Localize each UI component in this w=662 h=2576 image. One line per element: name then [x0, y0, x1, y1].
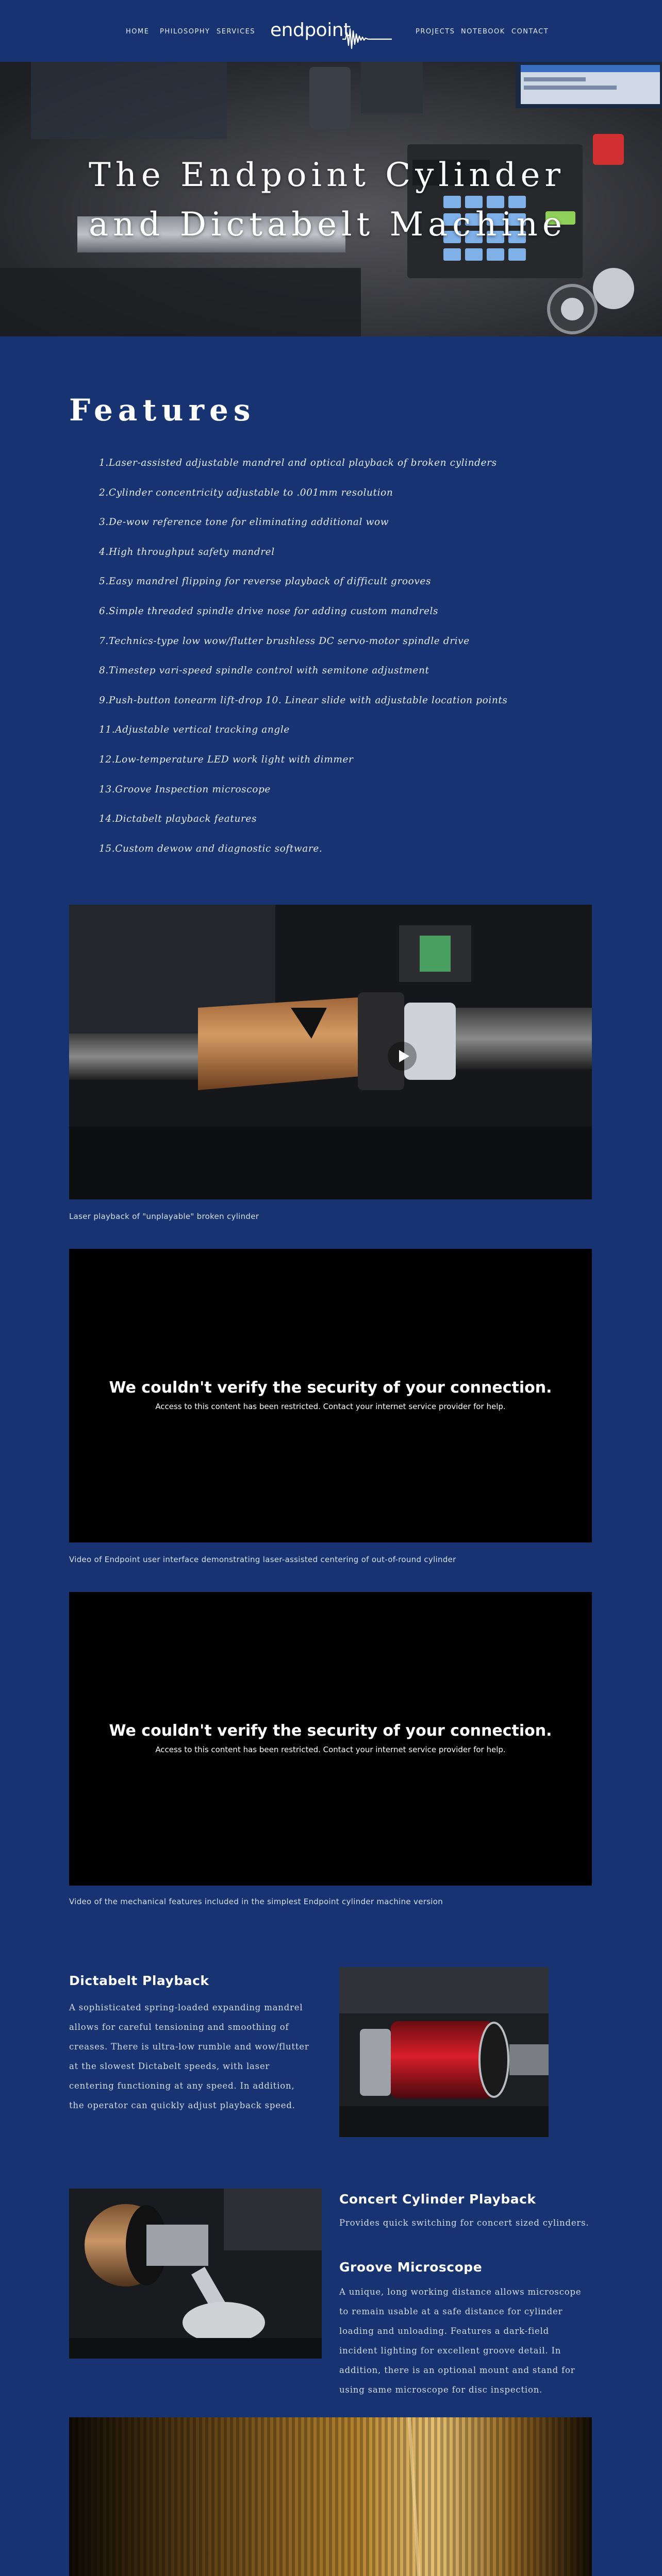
- video-error-title: We couldn't verify the security of your connection.: [109, 1379, 552, 1397]
- concert-cylinder-body: Provides quick switching for concert sized cylinders.: [339, 2218, 589, 2228]
- nav-link-contact[interactable]: CONTACT: [511, 28, 549, 36]
- top-nav: [0, 0, 662, 62]
- nav-link-home[interactable]: HOME: [126, 28, 150, 36]
- waveform-logo-icon: [270, 19, 392, 49]
- feature-item: 15.Custom dewow and diagnostic software.: [99, 843, 323, 854]
- dictabelt-title: Dictabelt Playback: [69, 1973, 209, 1988]
- video-error-message: [69, 1722, 592, 1754]
- feature-item: 1.Laser-assisted adjustable mandrel and optical playback of broken cylinders: [99, 457, 497, 468]
- feature-item: 13.Groove Inspection microscope: [99, 784, 271, 795]
- video-error-subtitle: Access to this content has been restricted. Contact your internet service provider for help.: [155, 1402, 506, 1411]
- nav-link-projects[interactable]: PROJECTS: [416, 28, 455, 36]
- ui-demo-caption: Video of Endpoint user interface demonstrating laser-assisted centering of out-of-round cylinder: [69, 1555, 456, 1564]
- feature-item: 5.Easy mandrel flipping for reverse playback of difficult grooves: [99, 576, 432, 587]
- video-error-title: We couldn't verify the security of your connection.: [109, 1722, 552, 1740]
- feature-item: 4.High throughput safety mandrel: [99, 546, 275, 557]
- feature-item: 6.Simple threaded spindle drive nose for adding custom mandrels: [99, 605, 439, 617]
- features-list: [99, 448, 563, 863]
- nav-link-notebook[interactable]: NOTEBOOK: [461, 28, 505, 36]
- video-player-mechanical-features[interactable]: [69, 1592, 592, 1886]
- logo-text: endpoint: [270, 20, 351, 41]
- video-error-subtitle: Access to this content has been restricted. Contact your internet service provider for help.: [155, 1745, 506, 1754]
- groove-scratch-image: [69, 2417, 592, 2576]
- nav-link-philosophy[interactable]: PHILOSOPHY: [160, 28, 210, 36]
- feature-item: 7.Technics-type low wow/flutter brushless DC servo-motor spindle drive: [99, 635, 470, 647]
- hero-banner: [0, 62, 662, 336]
- broken-cylinder-photo[interactable]: [69, 905, 592, 1199]
- concert-cylinder-title: Concert Cylinder Playback: [339, 2192, 536, 2207]
- feature-item: 11.Adjustable vertical tracking angle: [99, 724, 290, 736]
- groove-microscope-body: A unique, long working distance allows microscope to remain usable at a safe distance for cylinder loading and unloading. Features a dark-field incident lighting for excellent groove detail. In addition, there is an optional mount and stand for using same microscope for disc inspection.: [339, 2287, 582, 2395]
- hero-title-line-1: The Endpoint Cylinder: [89, 156, 565, 194]
- feature-item: 8.Timestep vari-speed spindle control with semitone adjustment: [99, 665, 429, 676]
- dictabelt-body: A sophisticated spring-loaded expanding mandrel allows for careful tensioning and smoothing of creases. There is ultra-low rumble and wow/flutter at the slowest Dictabelt speeds, with laser centering functioning at any speed. In addition, the operator can quickly adjust playback speed.: [69, 2003, 309, 2110]
- groove-microscope-title: Groove Microscope: [339, 2260, 483, 2275]
- hero-title: [89, 150, 567, 249]
- feature-item: 3.De-wow reference tone for eliminating additional wow: [99, 517, 389, 528]
- feature-item: 2.Cylinder concentricity adjustable to .001mm resolution: [99, 487, 393, 498]
- video-player-ui-demo[interactable]: [69, 1249, 592, 1543]
- endpoint-logo[interactable]: [270, 19, 392, 47]
- broken-cylinder-image: [69, 905, 592, 1199]
- feature-item: 14.Dictabelt playback features: [99, 814, 257, 825]
- feature-item: 9.Push-button tonearm lift-drop 10. Linear slide with adjustable location points: [99, 694, 508, 706]
- nav-link-services[interactable]: SERVICES: [217, 28, 256, 36]
- video-error-message: [69, 1379, 592, 1411]
- hero-title-line-2: and Dictabelt Machine: [89, 206, 567, 244]
- features-heading: Features: [69, 393, 256, 428]
- groove-microscope-photo: [69, 2417, 592, 2576]
- feature-item: 12.Low-temperature LED work light with dimmer: [99, 754, 354, 765]
- concert-cylinder-image: [69, 2189, 322, 2359]
- play-icon[interactable]: [388, 1042, 417, 1071]
- dictabelt-mandrel-image: [339, 1967, 549, 2137]
- dictabelt-photo: [339, 1967, 549, 2137]
- mechanical-features-caption: Video of the mechanical features included in the simplest Endpoint cylinder machine version: [69, 1897, 443, 1906]
- broken-cylinder-caption: Laser playback of "unplayable" broken cylinder: [69, 1212, 259, 1221]
- concert-cylinder-photo: [69, 2189, 322, 2359]
